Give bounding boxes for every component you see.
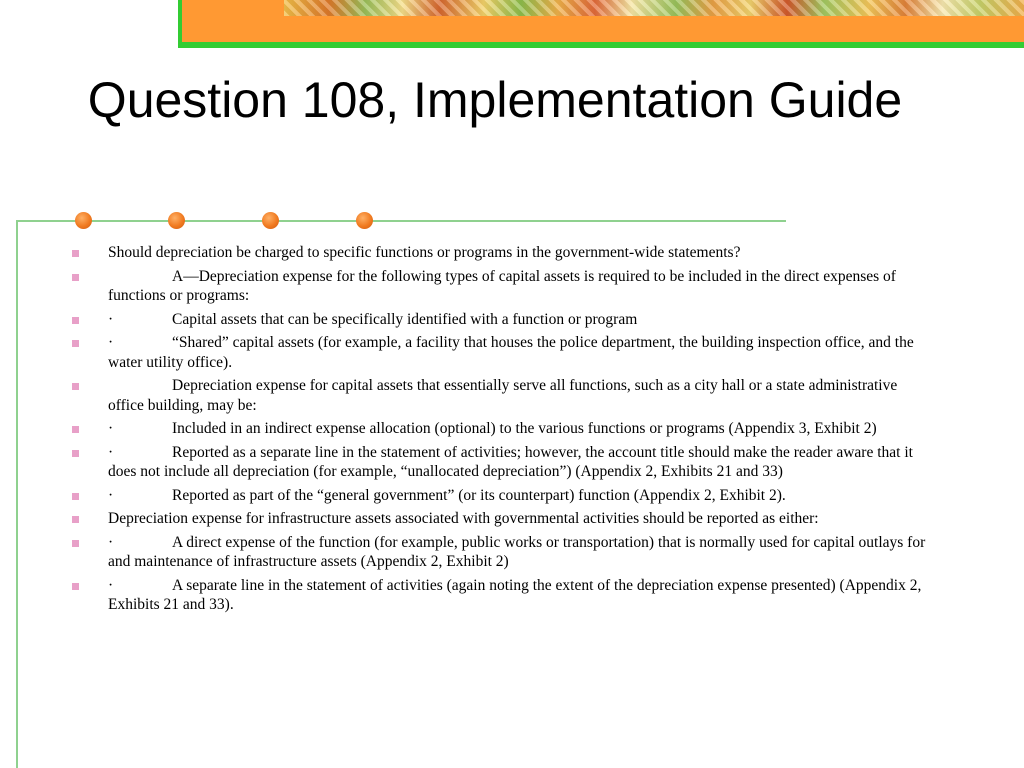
bullet-square-icon [72,383,79,390]
bullet-square-icon [72,583,79,590]
bullet-square-icon [72,516,79,523]
item-text: Should depreciation be charged to specific functions or programs in the government-wide statements? [108,244,741,261]
bullet-square-icon [72,540,79,547]
item-symbol: · [108,443,114,461]
bullet-square-icon [72,450,79,457]
bullet-square-icon [72,317,79,324]
bullet-square-icon [72,426,79,433]
item-text: Depreciation expense for infrastructure assets associated with governmental activities should be reported as either: [108,510,819,527]
item-text: Depreciation expense for capital assets that essentially serve all functions, such as a city hall or a state administrative office building, may be: [108,377,898,414]
bullet-item [70,310,930,330]
bullet-item [70,509,930,529]
item-text: Reported as a separate line in the statement of activities; however, the account title should make the reader aware that it does not include all depreciation (for example, “unallocated depreciation”) (Appendix 2, Exhibits 21 and 33) [108,443,913,480]
divider-dot-3 [262,212,279,229]
item-text: A direct expense of the function (for example, public works or transportation) that is normally used for capital outlays for and maintenance of infrastructure assets (Appendix 2, Exhibit 2) [108,533,926,570]
bullet-square-icon [72,250,79,257]
item-text: Reported as part of the “general government” (or its counterpart) function (Appendix 2, Exhibit 2). [172,486,786,504]
bullet-item [70,376,930,415]
bullet-square-icon [72,340,79,347]
item-symbol: · [108,310,114,328]
item-symbol: · [108,533,114,551]
banner-decorative-strip [284,0,1024,16]
item-symbol: · [108,420,114,437]
bullet-square-icon [72,274,79,281]
bullet-item [70,419,930,439]
divider-dot-4 [356,212,373,229]
title-divider [16,220,786,222]
item-text: Capital assets that can be specifically identified with a function or program [172,310,638,328]
item-text: “Shared” capital assets (for example, a facility that houses the police department, the building inspection office, and the water utility office). [108,334,914,371]
item-symbol: · [108,334,114,351]
divider-dot-2 [168,212,185,229]
item-text: A—Depreciation expense for the following types of capital assets is required to be included in the direct expenses of functions or programs: [108,267,896,304]
slide-title: Question 108, Implementation Guide [87,72,903,128]
bullet-item [70,576,930,615]
item-text: A separate line in the statement of activities (again noting the extent of the depreciation expense presented) (Appendix 2, Exhibits 21 and 33). [108,576,922,613]
bullet-item [70,333,930,372]
left-divider [16,220,18,768]
bullet-item [70,267,930,306]
item-symbol: · [108,576,114,594]
bullet-list [70,243,930,619]
item-symbol: · [108,486,114,504]
header-banner [178,0,1024,48]
divider-dot-1 [75,212,92,229]
bullet-item [70,443,930,482]
bullet-item [70,486,930,506]
bullet-square-icon [72,493,79,500]
bullet-item [70,243,930,263]
item-text: Included in an indirect expense allocation (optional) to the various functions or programs (Appendix 3, Exhibit 2) [172,420,877,437]
bullet-item [70,533,930,572]
